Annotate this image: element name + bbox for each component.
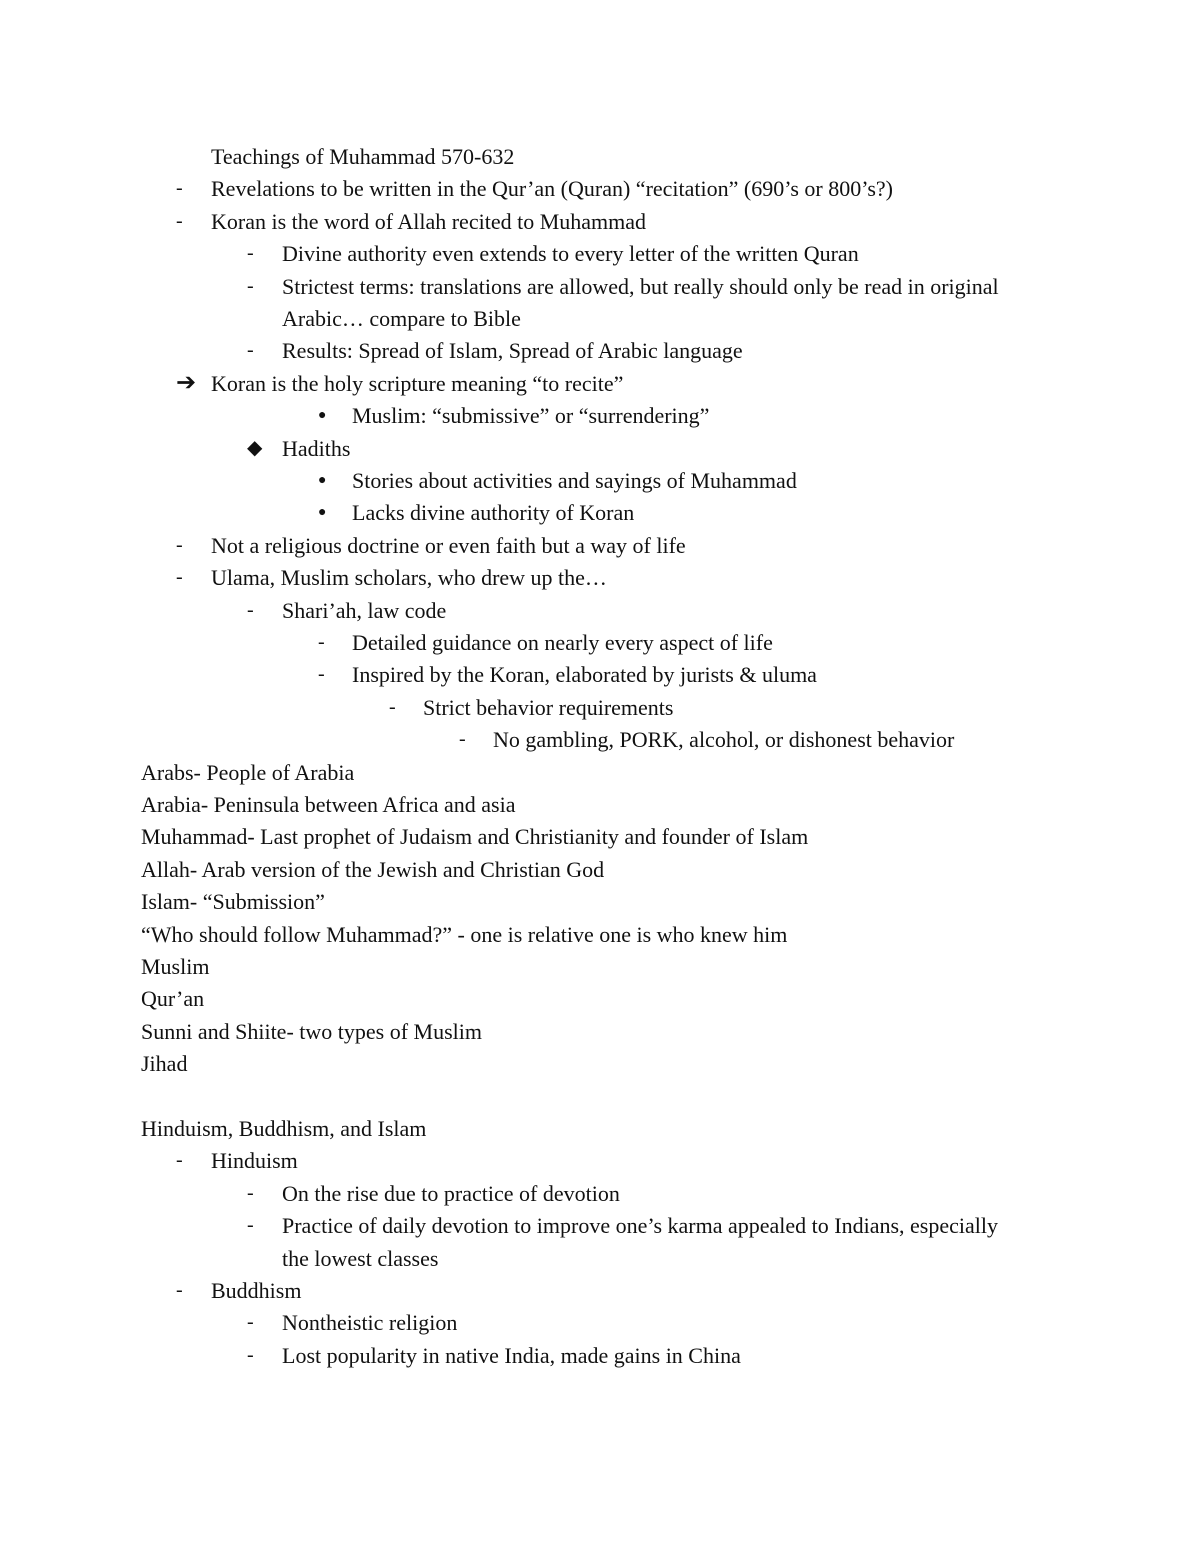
dash-marker: - (459, 728, 466, 751)
line-text: Hadiths (282, 435, 351, 461)
dash-marker: - (247, 1214, 254, 1237)
line-text: Revelations to be written in the Qur’an (Quran) “recitation” (690’s or 800’s?) (211, 176, 893, 202)
line-text: Buddhism (211, 1278, 302, 1303)
dash-marker: - (389, 695, 396, 718)
document-line (0, 1306, 1200, 1339)
document-line (0, 1209, 1200, 1242)
dash-marker: - (176, 209, 183, 232)
bullet-icon: ● (318, 473, 327, 488)
bullet-icon: ● (318, 408, 327, 424)
line-text: Results: Spread of Islam, Spread of Arabic language (282, 338, 743, 364)
document-line (0, 270, 1200, 303)
document-line (0, 1080, 1200, 1113)
document-line (0, 367, 1200, 400)
line-text: No gambling, PORK, alcohol, or dishonest behavior (493, 727, 955, 753)
document-line (0, 496, 1200, 529)
document-line (0, 399, 1200, 432)
line-text: Arabia- Peninsula between Africa and asia (141, 792, 516, 817)
dash-marker: - (247, 339, 254, 362)
line-text: Divine authority even extends to every letter of the written Quran (282, 241, 859, 267)
document-line (0, 1242, 1200, 1275)
document-line (0, 1274, 1200, 1307)
line-text: Shari’ah, law code (282, 597, 447, 623)
line-text: Muhammad- Last prophet of Judaism and Christianity and founder of Islam (141, 824, 809, 850)
document-line (0, 885, 1200, 918)
document-line (0, 723, 1200, 756)
document-line (0, 820, 1200, 853)
line-text: “Who should follow Muhammad?” - one is relative one is who knew him (141, 921, 788, 947)
document-line (0, 594, 1200, 627)
document-line (0, 1144, 1200, 1177)
document-line (0, 432, 1200, 465)
line-text: Teachings of Muhammad 570-632 (211, 144, 515, 169)
document-line (0, 1177, 1200, 1210)
dash-marker: - (176, 566, 183, 589)
document-line (0, 237, 1200, 270)
document-line (0, 302, 1200, 335)
document-line (0, 205, 1200, 238)
line-text: Sunni and Shiite- two types of Muslim (141, 1018, 482, 1044)
line-text: Hinduism, Buddhism, and Islam (141, 1116, 427, 1141)
dash-marker: - (318, 663, 325, 686)
diamond-icon: ◆ (247, 436, 263, 459)
dash-marker: - (176, 1279, 183, 1301)
arrow-icon: ➔ (176, 369, 197, 396)
line-text: Practice of daily devotion to improve one’s karma appealed to Indians, especially (282, 1213, 998, 1239)
document-line (0, 918, 1200, 951)
line-text: Detailed guidance on nearly every aspect of life (352, 630, 773, 655)
line-text: Koran is the holy scripture meaning “to recite” (211, 370, 624, 396)
line-text: Jihad (141, 1051, 188, 1077)
line-text: Inspired by the Koran, elaborated by jurists & uluma (352, 662, 817, 688)
document-line (0, 788, 1200, 821)
document-line (0, 756, 1200, 789)
document-line (0, 561, 1200, 594)
document-line (0, 626, 1200, 659)
line-text: Strictest terms: translations are allowed, but really should only be read in original (282, 273, 999, 299)
line-text: Hinduism (211, 1148, 298, 1174)
line-text: Strict behavior requirements (423, 694, 674, 720)
dash-marker: - (247, 1343, 254, 1366)
line-text: Not a religious doctrine or even faith but a way of life (211, 532, 686, 558)
dash-marker: - (247, 598, 254, 621)
line-text: Ulama, Muslim scholars, who drew up the… (211, 565, 607, 591)
line-text: the lowest classes (282, 1245, 439, 1271)
document-line (0, 1015, 1200, 1048)
document-line (0, 464, 1200, 497)
dash-marker: - (247, 242, 254, 265)
document-line (0, 1339, 1200, 1372)
dash-marker: - (176, 1149, 183, 1172)
line-text: Muslim: “submissive” or “surrendering” (352, 403, 710, 429)
document-line (0, 982, 1200, 1015)
line-text: Koran is the word of Allah recited to Muhammad (211, 208, 647, 234)
line-text: Arabic… compare to Bible (282, 306, 521, 331)
document-line (0, 334, 1200, 367)
line-text: Arabs- People of Arabia (141, 759, 355, 785)
bullet-icon: ● (318, 505, 327, 521)
document-line (0, 1047, 1200, 1080)
document-line (0, 172, 1200, 205)
dash-marker: - (176, 177, 183, 200)
dash-marker: - (247, 1311, 254, 1334)
line-text: On the rise due to practice of devotion (282, 1180, 620, 1206)
line-text: Muslim (141, 954, 210, 979)
dash-marker: - (176, 533, 183, 556)
dash-marker: - (318, 631, 325, 653)
line-text: Nontheistic religion (282, 1310, 458, 1336)
document-line (0, 140, 1200, 173)
line-text: Allah- Arab version of the Jewish and Christian God (141, 856, 605, 882)
line-text: Islam- “Submission” (141, 889, 325, 915)
line-text: Lacks divine authority of Koran (352, 500, 635, 526)
line-text: Qur’an (141, 986, 205, 1012)
dash-marker: - (247, 274, 254, 297)
document-line (0, 853, 1200, 886)
line-text: Stories about activities and sayings of Muhammad (352, 468, 797, 493)
document-line (0, 1112, 1200, 1145)
document-line (0, 691, 1200, 724)
dash-marker: - (247, 1181, 254, 1204)
document-line (0, 950, 1200, 983)
document-line (0, 529, 1200, 562)
document-line (0, 658, 1200, 691)
line-text: Lost popularity in native India, made gains in China (282, 1342, 741, 1368)
